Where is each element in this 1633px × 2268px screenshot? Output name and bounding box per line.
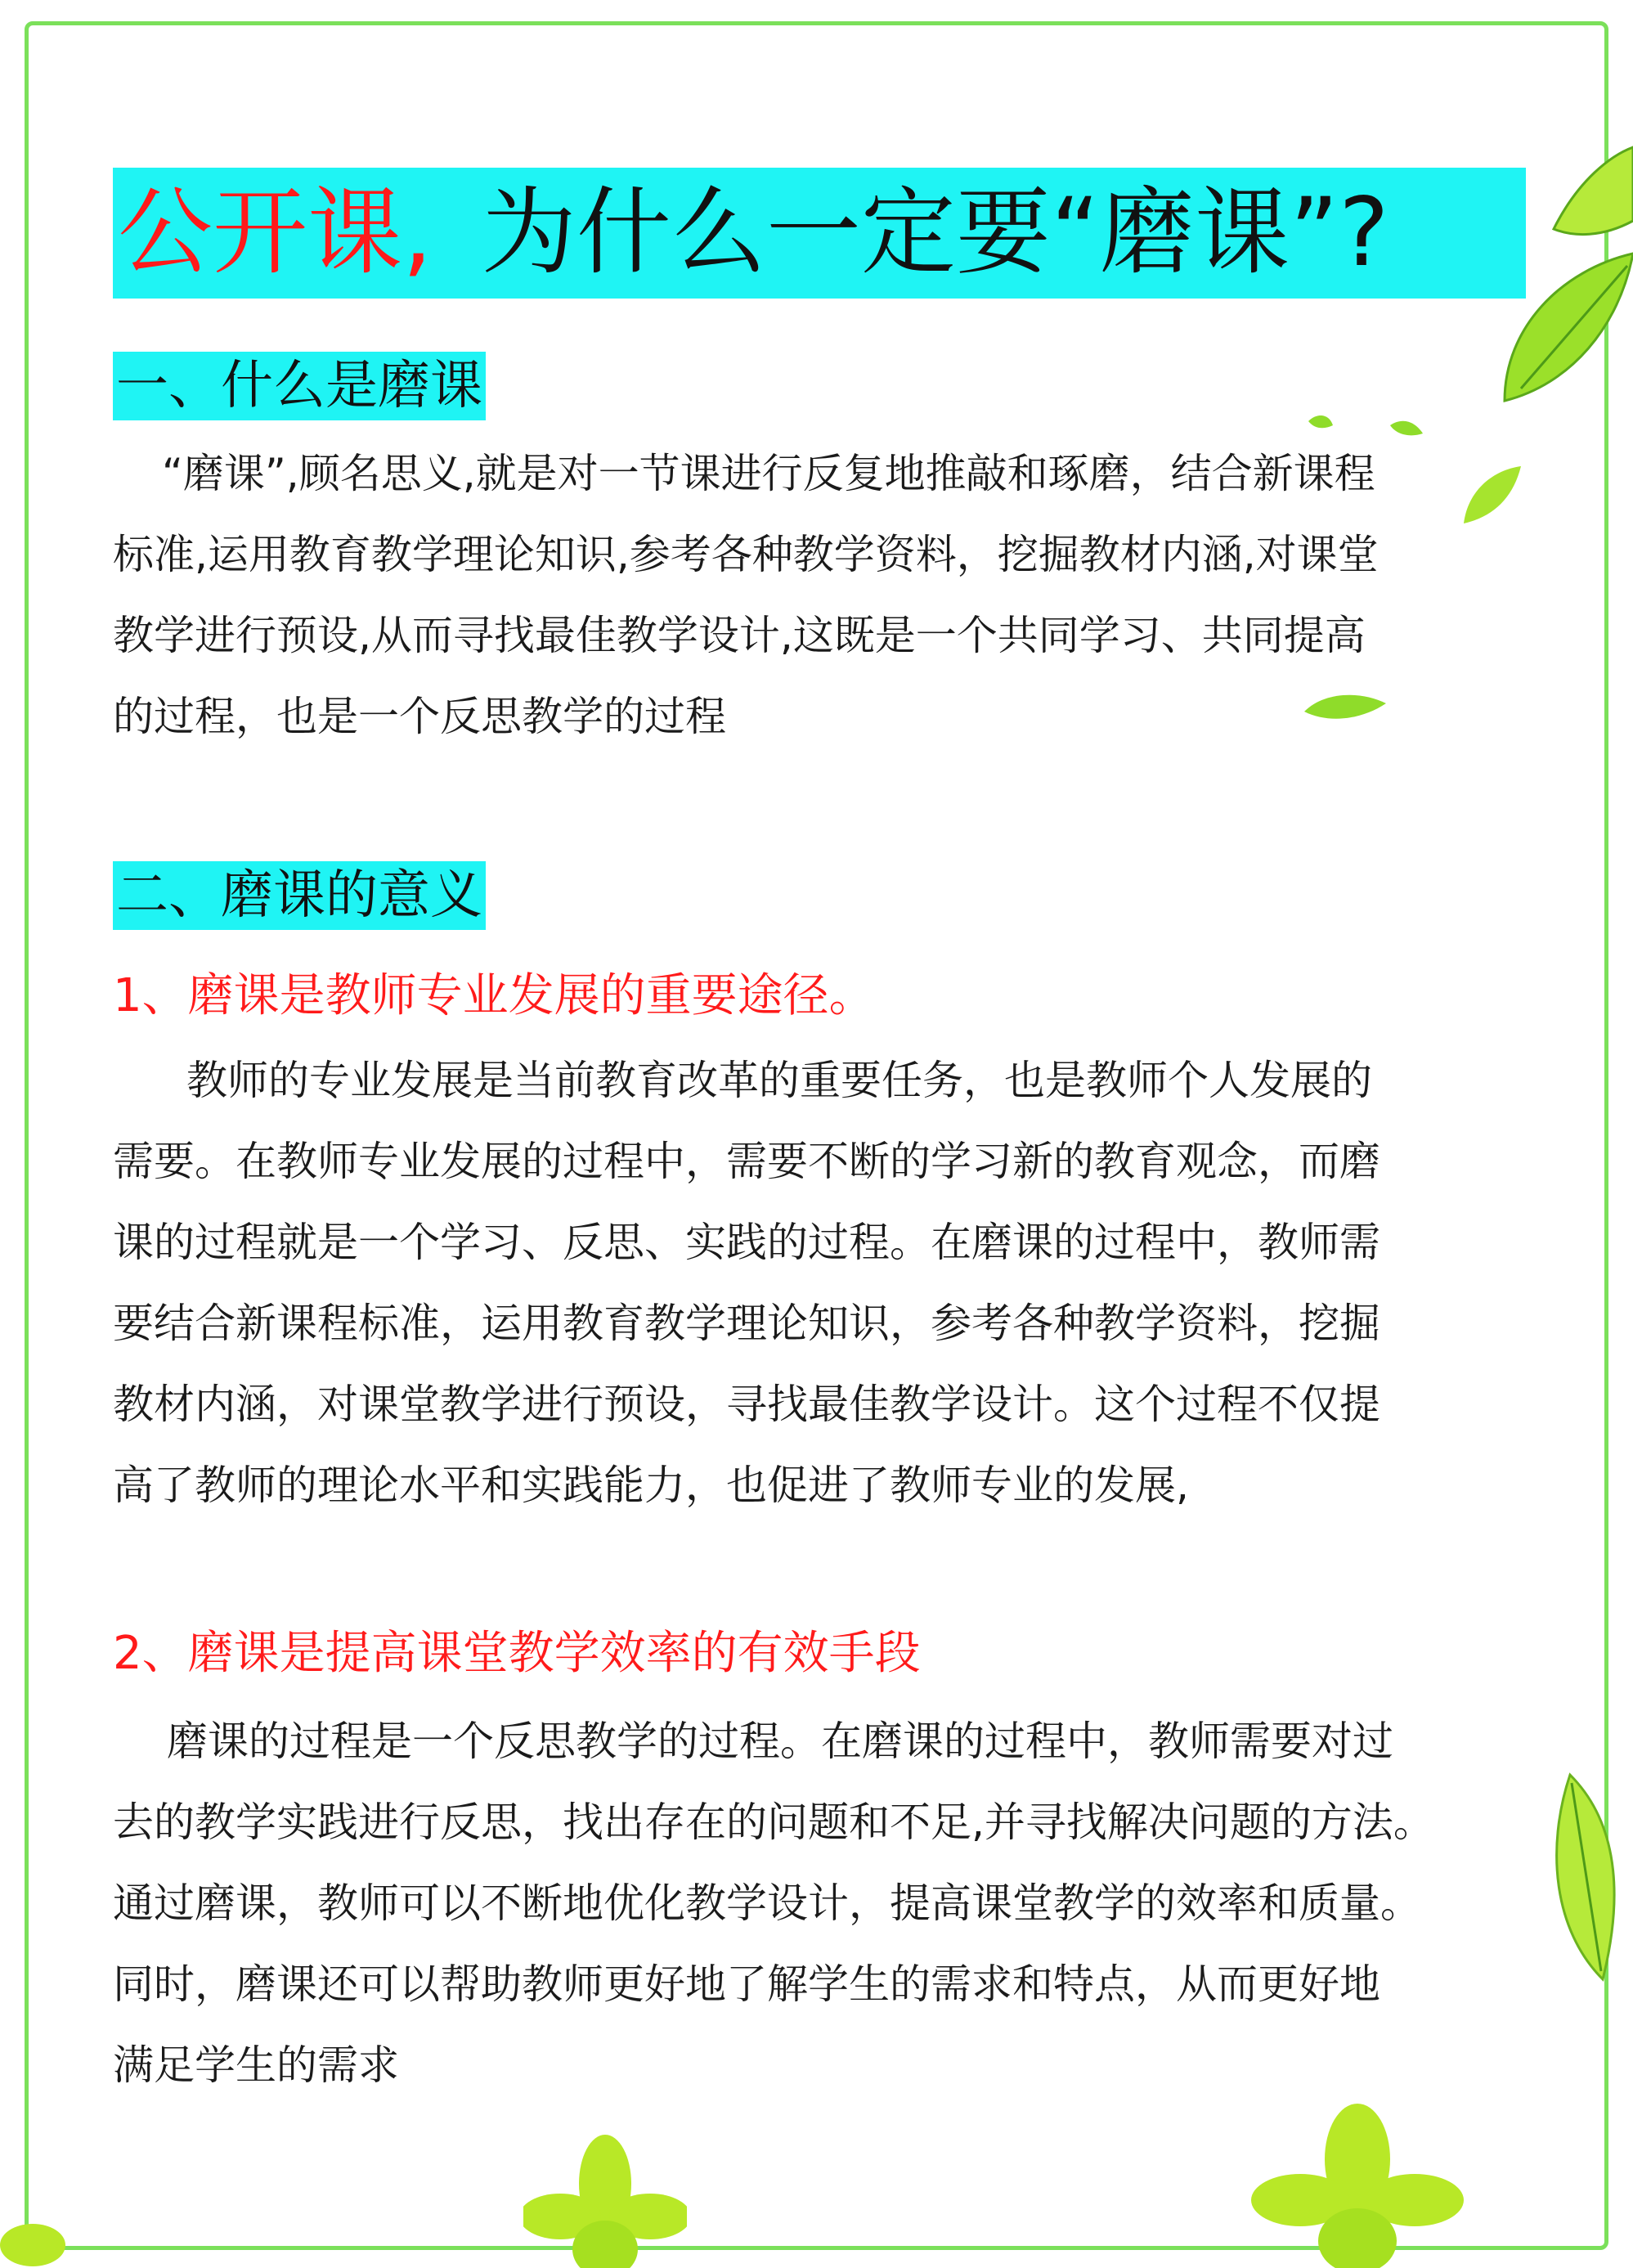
title-part-red: 公开课, bbox=[118, 177, 433, 288]
flower-bottom-right-decoration bbox=[1251, 2102, 1464, 2268]
paragraph-line: 要结合新课程标准，运用教育教学理论知识，参考各种教学资料，挖掘 bbox=[113, 1300, 1380, 1347]
point2-paragraph bbox=[113, 1701, 1594, 2106]
section-heading-significance: 二、磨课的意义 bbox=[113, 861, 486, 930]
paragraph-line: 教师的专业发展是当前教育改革的重要任务，也是教师个人发展的 bbox=[186, 1057, 1372, 1104]
paragraph-line: 高了教师的理论水平和实践能力，也促进了教师专业的发展, bbox=[113, 1462, 1189, 1509]
point2-title: 2、磨课是提高课堂教学效率的有效手段 bbox=[113, 1627, 921, 1680]
paragraph-line: 教学进行预设,从而寻找最佳教学设计,这既是一个共同学习、共同提高 bbox=[113, 612, 1366, 659]
flower-bottom-left-decoration bbox=[523, 2118, 687, 2268]
section-heading-what-is: 一、什么是磨课 bbox=[113, 352, 486, 420]
paragraph-line: 需要。在教师专业发展的过程中，需要不断的学习新的教育观念，而磨 bbox=[113, 1138, 1380, 1185]
page-title bbox=[113, 168, 1526, 299]
paragraph-line: 磨课的过程是一个反思教学的过程。在磨课的过程中，教师需要对过 bbox=[167, 1718, 1393, 1765]
paragraph-line: 满足学生的需求 bbox=[113, 2041, 399, 2089]
section1-paragraph bbox=[113, 433, 1589, 757]
leaf-icon bbox=[1554, 147, 1633, 235]
paragraph-line: 同时，磨课还可以帮助教师更好地了解学生的需求和特点，从而更好地 bbox=[113, 1960, 1380, 2008]
flower-bottom-left-small-decoration bbox=[0, 2208, 74, 2268]
paragraph-line: 课的过程就是一个学习、反思、实践的过程。在磨课的过程中，教师需 bbox=[113, 1219, 1380, 1266]
title-part-black: 为什么一定要“磨课”? bbox=[481, 177, 1389, 288]
paragraph-line: 去的教学实践进行反思，找出存在的问题和不足,并寻找解决问题的方法。 bbox=[113, 1799, 1434, 1846]
paragraph-line: 标准,运用教育教学理论知识,参考各种教学资料，挖掘教材内涵,对课堂 bbox=[113, 531, 1379, 578]
paragraph-line: 通过磨课，教师可以不断地优化教学设计，提高课堂教学的效率和质量。 bbox=[113, 1880, 1421, 1927]
paragraph-line: 的过程，也是一个反思教学的过程 bbox=[113, 693, 726, 740]
point1-paragraph bbox=[113, 1040, 1613, 1526]
paragraph-line: “磨课”,顾名思义,就是对一节课进行反复地推敲和琢磨，结合新课程 bbox=[162, 450, 1375, 497]
point1-title: 1、磨课是教师专业发展的重要途径。 bbox=[113, 969, 875, 1022]
paragraph-line: 教材内涵，对课堂教学进行预设，寻找最佳教学设计。这个过程不仅提 bbox=[113, 1381, 1380, 1428]
